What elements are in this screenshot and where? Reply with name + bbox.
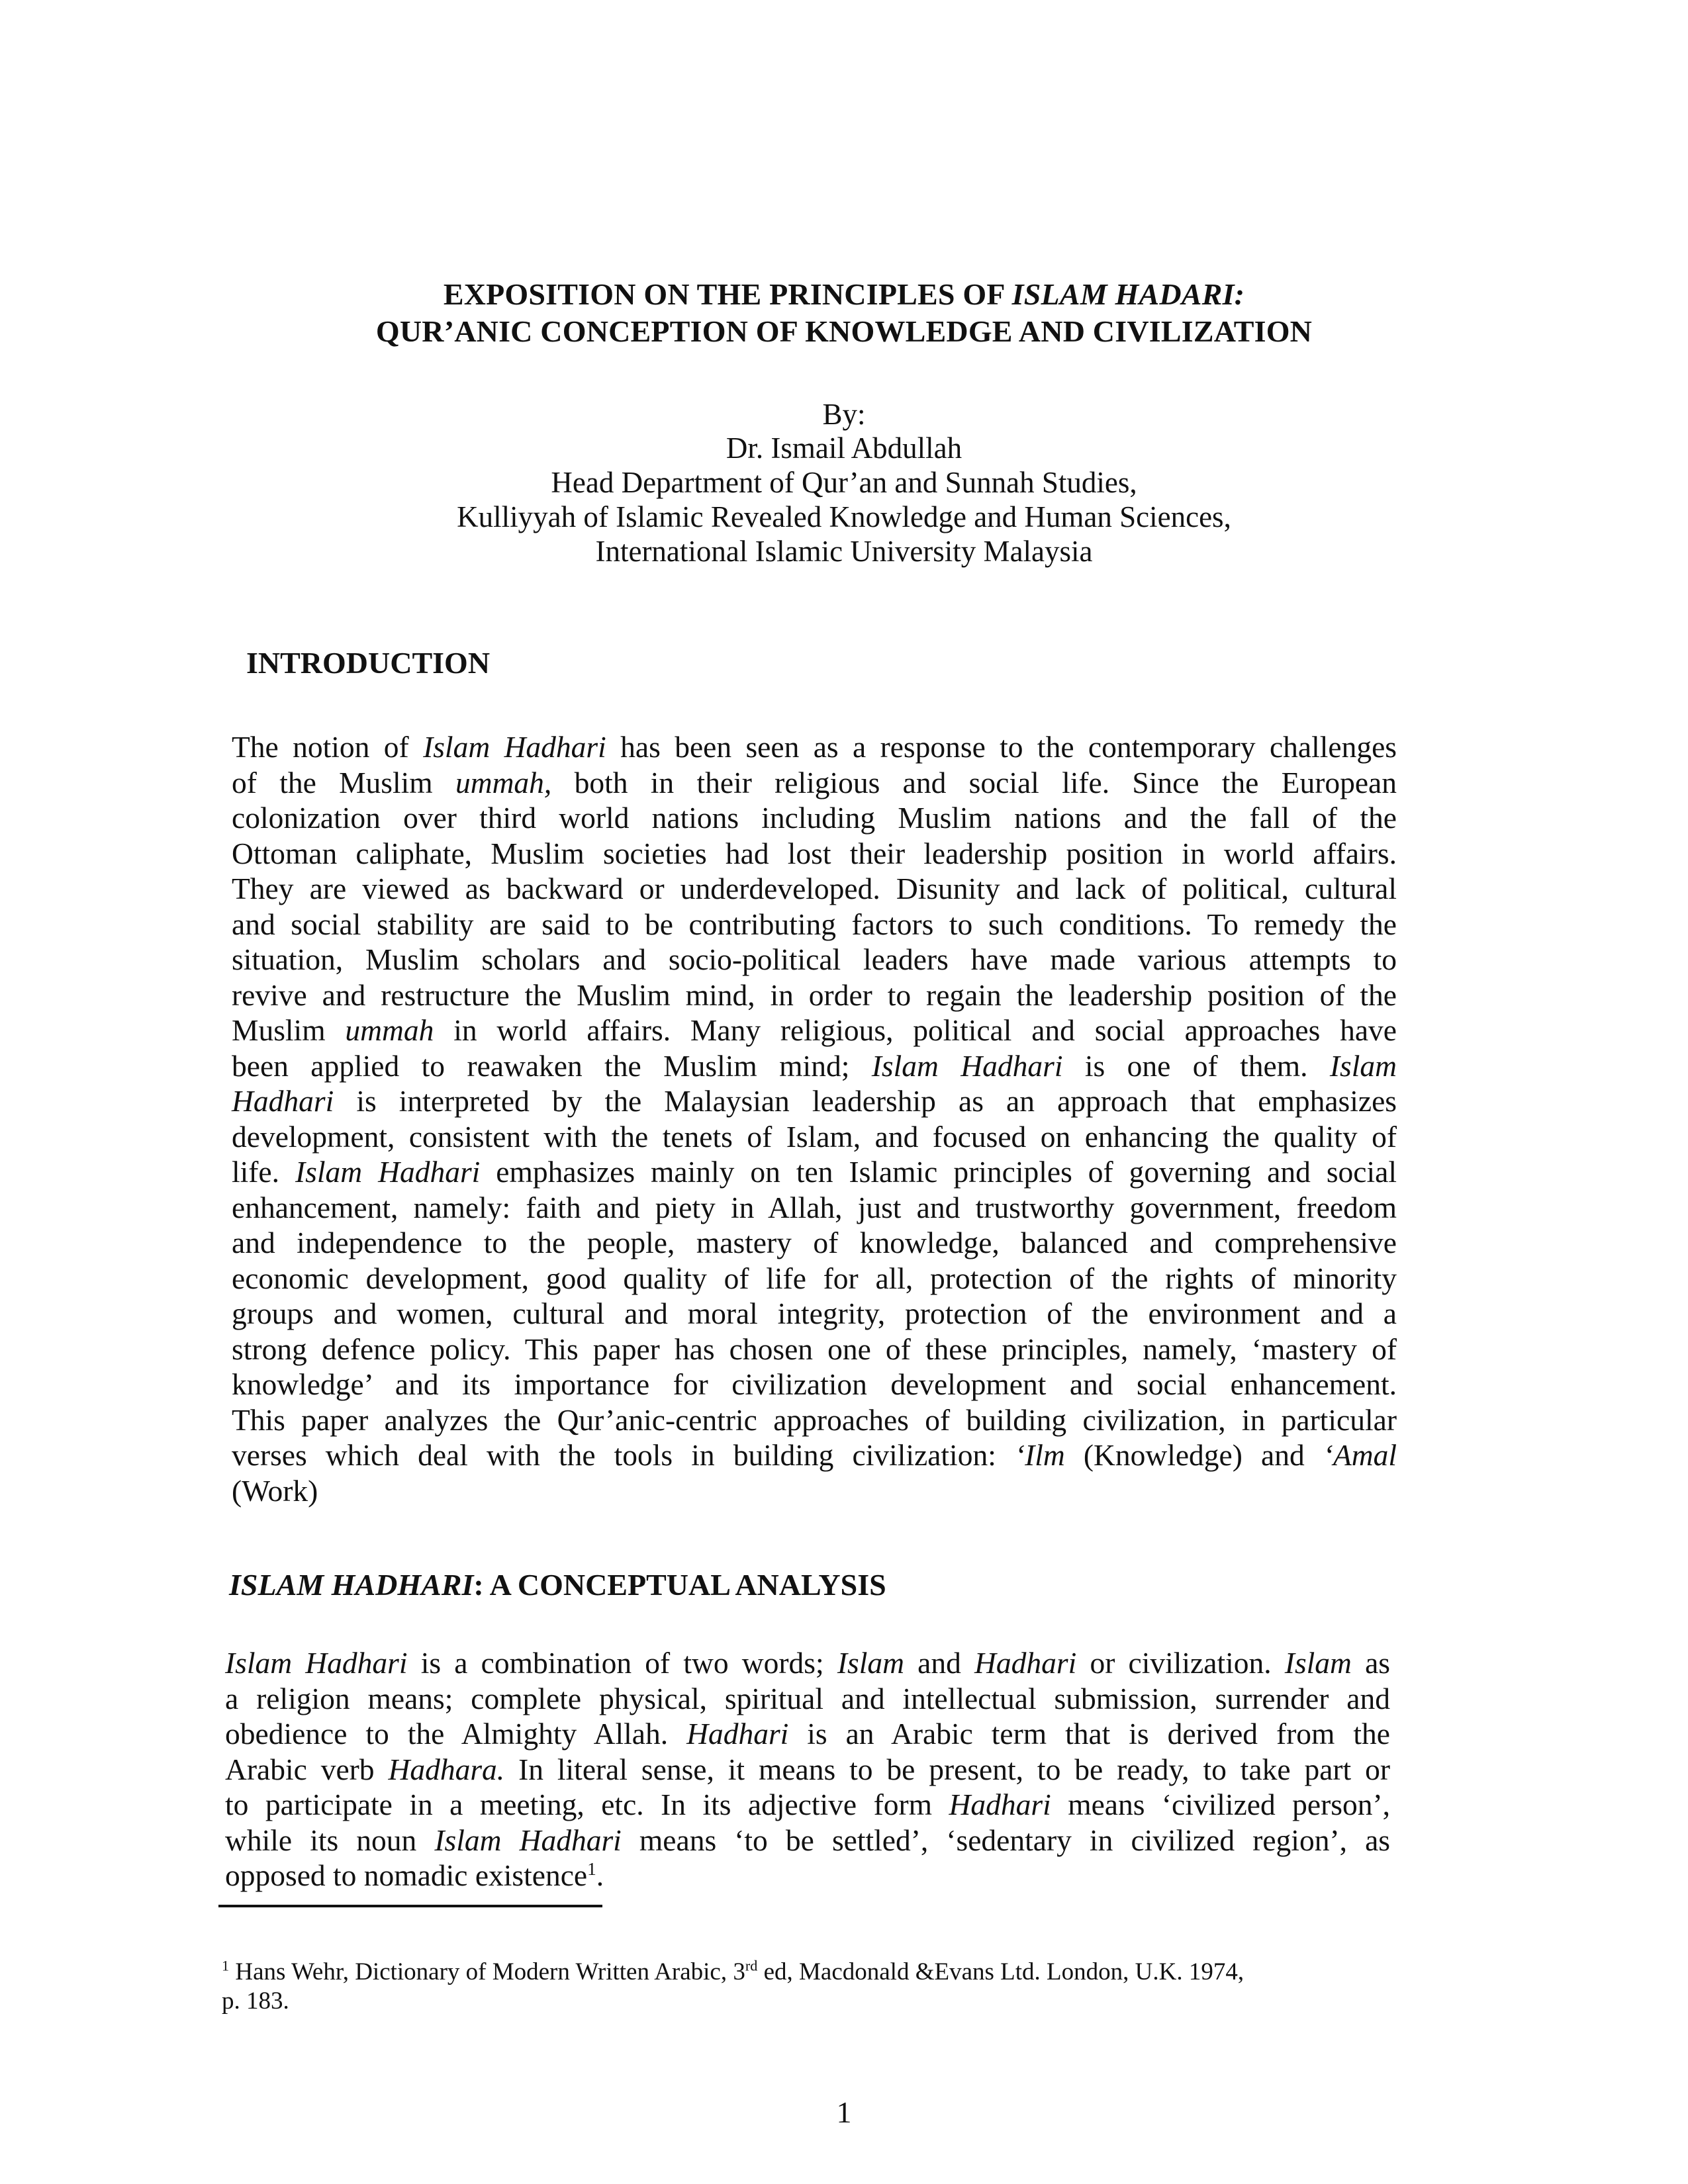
paragraph-line [232,800,1397,836]
paragraph-line [225,1787,1390,1823]
footnote-separator [218,1905,602,1907]
text-run: is interpreted by the Malaysian leadership as an approach that emphasizes [334,1084,1397,1118]
author-faculty: Kulliyyah of Islamic Revealed Knowledge and Human Sciences, [457,500,1231,533]
paragraph-line [225,1716,1390,1752]
italic-term: Hadhara. [388,1752,505,1786]
italic-term: Hadhari [949,1788,1051,1821]
paragraph-line [232,1367,1397,1402]
italic-term: Islam [1284,1646,1352,1680]
paragraph-line [232,1083,1397,1119]
footnote-ordinal-sup: rd [745,1957,758,1974]
author-name: Dr. Ismail Abdullah [726,432,962,465]
section-heading-introduction: INTRODUCTION [246,646,491,680]
text-run: a religion means; complete physical, spiritual and intellectual submission, surrender and [225,1681,1390,1715]
section-heading-conceptual-analysis [229,1567,886,1602]
paragraph-line [232,978,1397,1013]
text-run: and [904,1646,975,1680]
italic-term: Hadhari [232,1084,334,1118]
text-run: to participate in a meeting, etc. In its adjective form [225,1788,949,1821]
paragraph-line [232,1332,1397,1367]
byline-label: By: [822,398,866,431]
text-run: revive and restructure the Muslim mind, in order to regain the leadership position of the [232,978,1397,1012]
paragraph-line [232,1437,1397,1473]
text-run: In literal sense, it means to be present, to be ready, to take part or [504,1752,1390,1786]
paragraph-line [232,1190,1397,1226]
paragraph-line [232,907,1397,942]
paragraph-line [232,1119,1397,1155]
page-number: 1 [836,2095,852,2129]
text-run: has been seen as a response to the contemporary challenges [606,730,1397,764]
text-run: colonization over third world nations including Muslim nations and the fall of the [232,801,1397,835]
italic-term: ‘Ilm [1014,1438,1065,1472]
document-title-line-1 [0,277,1688,312]
paragraph-line [232,1296,1397,1332]
text-run: and independence to the people, mastery of knowledge, balanced and comprehensive [232,1226,1397,1259]
text-run: situation, Muslim scholars and socio-political leaders have made various attempts to [232,942,1397,976]
paragraph-line [225,1823,1390,1858]
paragraph-line [232,1013,1397,1048]
italic-term: ‘Amal [1323,1438,1397,1472]
italic-term: Islam Hadhari [423,730,606,764]
paragraph-line [225,1681,1390,1717]
text-run: obedience to the Almighty Allah. [225,1717,687,1751]
paragraph-line [225,1645,1390,1681]
paragraph-line [232,729,1397,765]
text-run: Arabic verb [225,1752,389,1786]
text-run: life. [232,1155,295,1189]
paragraph-line [232,1154,1397,1190]
conceptual-analysis-paragraph [225,1645,1390,1893]
paragraph-line [232,1402,1397,1438]
document-title-line-2: QUR’ANIC CONCEPTION OF KNOWLEDGE AND CIVILIZATION [375,314,1313,348]
paragraph-line [225,1858,1390,1893]
paragraph-line [232,1048,1397,1084]
italic-term: Islam [1329,1048,1397,1083]
text-run: enhancement, namely: faith and piety in Allah, just and trustworthy government, freedom [232,1190,1397,1224]
text-run: verses which deal with the tools in building civilization: [232,1438,1015,1472]
footnote-line-2: p. 183. [222,1987,289,2015]
italic-term: Hadhari [686,1717,789,1751]
text-run: Muslim [232,1013,346,1047]
paragraph-line [232,1225,1397,1261]
paragraph-line [232,836,1397,872]
text-run: in world affairs. Many religious, political and social approaches have [434,1013,1397,1047]
paragraph-line [232,1473,1397,1509]
text-run: This paper analyzes the Qur’anic-centric approaches of building civilization, in particular [232,1402,1397,1437]
text-run: been applied to reawaken the Muslim mind; [232,1048,872,1083]
text-run: opposed to nomadic existence [225,1858,588,1892]
paragraph-line [232,765,1397,801]
text-run: development, consistent with the tenets of Islam, and focused on enhancing the quality of [232,1119,1397,1154]
text-run: is one of them. [1062,1048,1330,1083]
footnote-text-a: Hans Wehr, Dictionary of Modern Written Arabic, 3 [229,1958,745,1985]
introduction-paragraph [232,729,1397,1508]
text-run: is a combination of two words; [407,1646,837,1680]
italic-term: Islam Hadhari [871,1048,1063,1083]
paragraph-line [232,1261,1397,1297]
text-run: (Work) [232,1473,318,1508]
paragraph-line [232,871,1397,907]
text-run: economic development, good quality of life for all, protection of the rights of minority [232,1261,1397,1295]
footnote-marker: 1 [222,1957,230,1974]
text-run: while its noun [225,1823,435,1857]
text-run: of the Muslim [232,765,455,799]
text-run: emphasizes mainly on ten Islamic principles of governing and social [480,1155,1397,1189]
italic-term: Islam [837,1646,904,1680]
text-run: as [1351,1646,1390,1680]
text-run: means ‘to be settled’, ‘sedentary in civilized region’, as [621,1823,1390,1857]
italic-term: ummah [345,1013,434,1047]
text-run: strong defence policy. This paper has chosen one of these principles, namely, ‘mastery of [232,1332,1397,1366]
title-italic-text: ISLAM HADARI: [1011,277,1245,311]
author-position: Head Department of Qur’an and Sunnah Studies, [551,466,1137,499]
footnote-reference: 1 [587,1858,596,1879]
paragraph-line [225,1752,1390,1788]
author-university: International Islamic University Malaysia [595,535,1093,568]
text-run: is an Arabic term that is derived from the [788,1717,1390,1751]
heading-text: : A CONCEPTUAL ANALYSIS [473,1568,886,1602]
title-text: EXPOSITION ON THE PRINCIPLES OF [443,277,1012,311]
text-run: . [596,1858,604,1892]
text-run: means ‘civilized person’, [1051,1788,1390,1821]
italic-term: Islam Hadhari [295,1155,481,1189]
footnote-text-b: ed, Macdonald &Evans Ltd. London, U.K. 1974, [757,1958,1244,1985]
text-run: groups and women, cultural and moral integrity, protection of the environment and a [232,1297,1397,1330]
italic-term: Islam Hadhari [434,1823,622,1857]
text-run: The notion of [232,730,424,764]
text-run: and social stability are said to be contributing factors to such conditions. To remedy the [232,907,1397,941]
text-run: (Knowledge) and [1064,1438,1323,1472]
text-run: Ottoman caliphate, Muslim societies had lost their leadership position in world affairs. [232,836,1397,870]
italic-term: Islam Hadhari [225,1646,408,1680]
footnote [222,1958,1244,2016]
paragraph-line [232,942,1397,978]
text-run: They are viewed as backward or underdeveloped. Disunity and lack of political, cultural [232,872,1397,905]
italic-term: ummah, [455,765,552,799]
footnote-line-1 [222,1958,1244,1987]
text-run: knowledge’ and its importance for civilization development and social enhancement. [232,1367,1397,1401]
text-run: both in their religious and social life. Since the European [551,765,1397,799]
text-run: or civilization. [1076,1646,1285,1680]
italic-term: Hadhari [974,1646,1077,1680]
heading-italic-text: ISLAM HADHARI [229,1568,474,1602]
